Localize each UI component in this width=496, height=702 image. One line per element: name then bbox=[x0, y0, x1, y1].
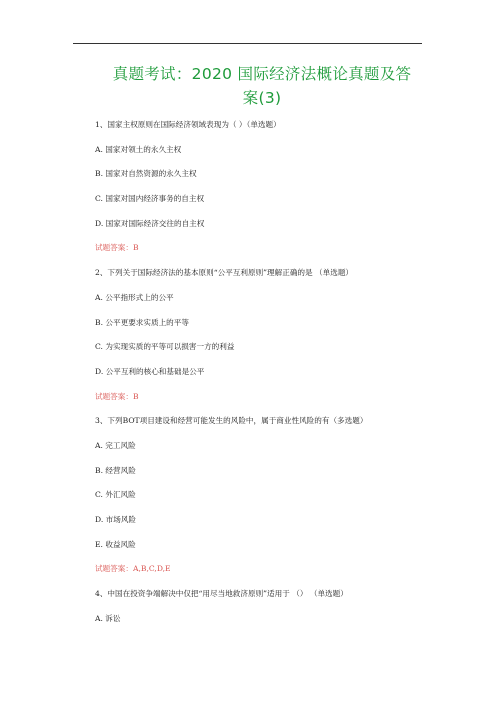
question-stem: 3、下列BOT项目建设和经营可能发生的风险中，属于商业性风险的有（多选题） bbox=[95, 416, 368, 426]
question-stem: 4、中国在投资争端解决中仅把“用尽当地救济原则”适用于 （） （单选题） bbox=[95, 589, 348, 599]
question-option: A. 完工风险 bbox=[95, 440, 136, 450]
document-title bbox=[84, 62, 440, 110]
question-option: B. 国家对自然资源的永久主权 bbox=[95, 169, 197, 179]
title-line-2: 案(3) bbox=[242, 89, 282, 107]
question-option: E. 收益风险 bbox=[95, 539, 136, 549]
question-stem: 1、国家主权原则在国际经济领域表现为（ ）（单选题） bbox=[95, 120, 281, 129]
header-rule bbox=[73, 43, 422, 44]
title-line-1: 真题考试：2020 国际经济法概论真题及答 bbox=[112, 65, 412, 83]
question-option: A. 国家对领土的永久主权 bbox=[95, 144, 182, 154]
question-option: C. 为实现实质的平等可以损害一方的利益 bbox=[95, 342, 235, 352]
question-stem: 2、下列关于国际经济法的基本原则“公平互利原则”理解正确的是 （单选题） bbox=[95, 268, 354, 278]
question-option: C. 国家对国内经济事务的自主权 bbox=[95, 194, 205, 204]
question-option: D. 公平互利的核心和基础是公平 bbox=[95, 366, 205, 376]
answer-text: 试题答案：B bbox=[95, 391, 139, 401]
question-option: B. 经营风险 bbox=[95, 465, 136, 475]
question-option: D. 市场风险 bbox=[95, 515, 137, 524]
question-option: A. 公平指形式上的公平 bbox=[95, 292, 174, 302]
question-option: B. 公平更要求实质上的平等 bbox=[95, 317, 189, 327]
answer-text: 试题答案：B bbox=[95, 243, 139, 253]
question-option: C. 外汇风险 bbox=[95, 490, 136, 500]
answer-text: 试题答案：A,B,C,D,E bbox=[95, 564, 171, 574]
question-list bbox=[95, 120, 455, 638]
question-option: A. 诉讼 bbox=[95, 613, 121, 623]
question-option: D. 国家对国际经济交往的自主权 bbox=[95, 218, 205, 228]
